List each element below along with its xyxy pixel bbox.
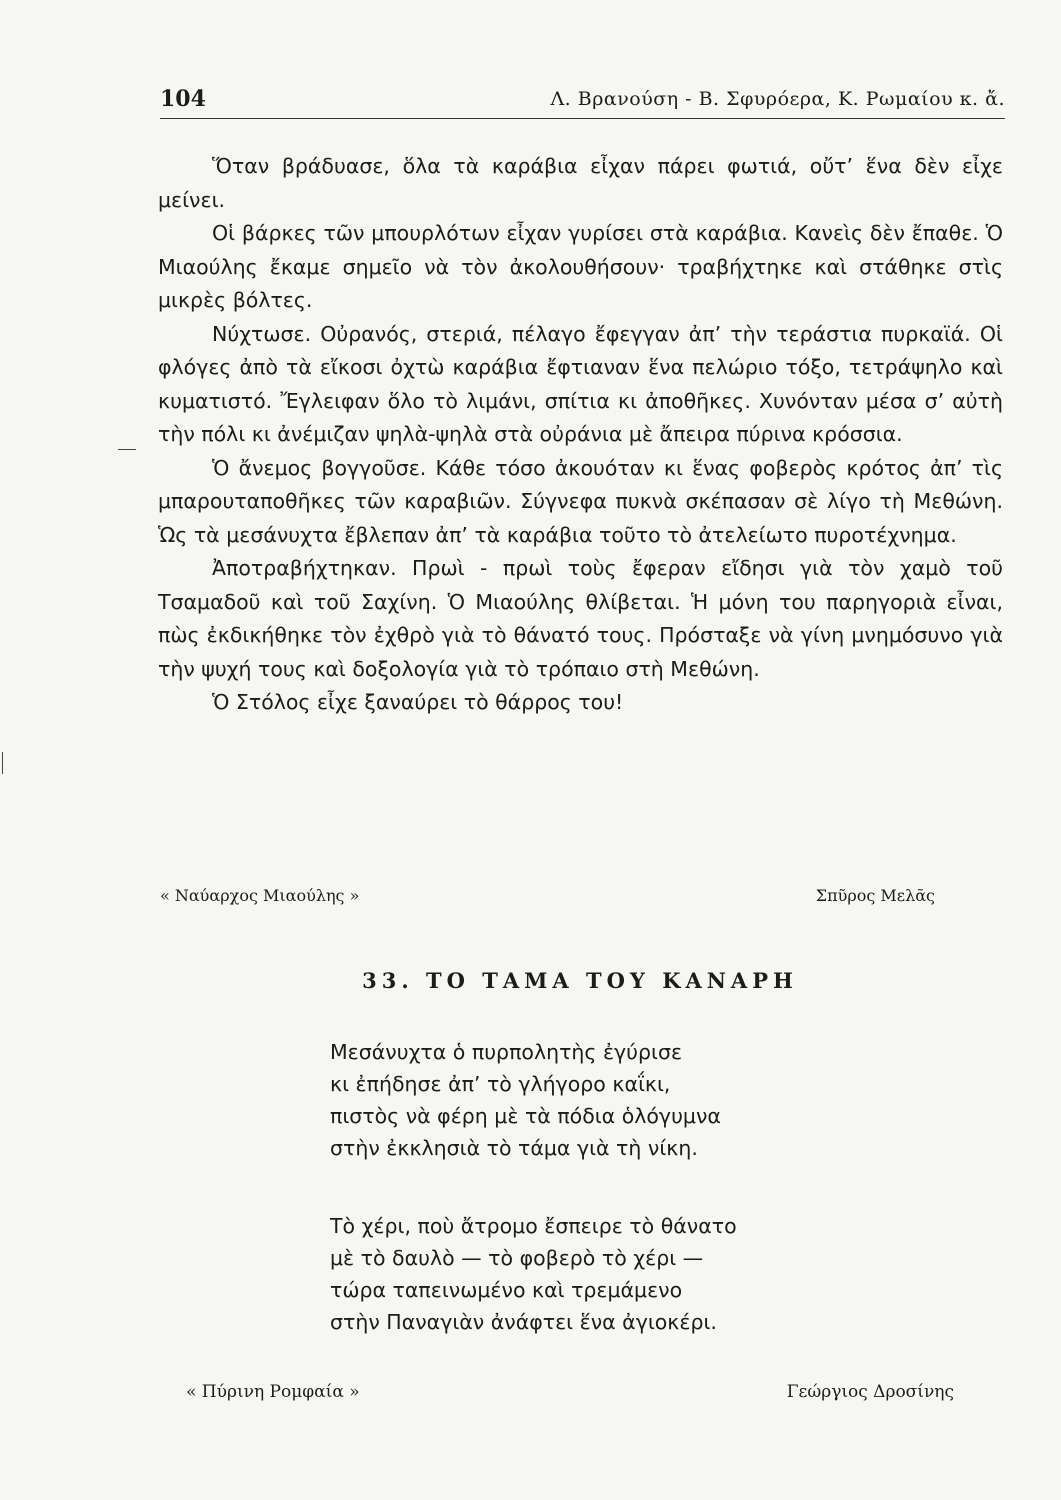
poem-line: τώρα ταπεινωμένο καὶ τρεμάμενο [330,1278,683,1302]
poem-line: στὴν Παναγιὰν ἀνάφτει ἕνα ἀγιοκέρι. [330,1310,717,1334]
poem-stanza-1 [330,1036,930,1164]
source-title: « Ναύαρχος Μιαούλης » [160,886,360,905]
prose-paragraph: Ὅταν βράδυασε, ὅλα τὰ καράβια εἶχαν πάρει φωτιά, οὔτ’ ἕνα δὲν εἶχε μείνει. [158,154,1003,212]
page-number: 104 [160,86,206,112]
poem-line: Τὸ χέρι, ποὺ ἄτρομο ἔσπειρε τὸ θάνατο [330,1214,737,1238]
prose-paragraph: Οἱ βάρκες τῶν μπουρλότων εἶχαν γυρίσει στὰ καράβια. Κανεὶς δὲν ἔπαθε. Ὁ Μιαούλης ἔκαμε σημεῖο νὰ τὸν ἀκολουθήσουν· τραβήχτηκε καὶ στάθηκε στὶς μικρὲς βόλτες. [158,221,1003,312]
prose-paragraph: Ἀποτραβήχτηκαν. Πρωὶ - πρωὶ τοὺς ἔφεραν εἴδησι γιὰ τὸν χαμὸ τοῦ Τσαμαδοῦ καὶ τοῦ Σαχίνη. Ὁ Μιαούλης θλίβεται. Ἡ μόνη του παρηγοριὰ εἶναι, πὼς ἐκδικήθηκε τὸν ἐχθρὸ γιὰ τὸ θάνατό τους. Πρόσταξε νὰ γίνη μνημόσυνο γιὰ τὴν ψυχή τους καὶ δοξολογία γιὰ τὸ τρόπαιο στὴ Μεθώνη. [158,556,1003,681]
prose-text [158,150,1003,720]
prose-paragraph: Ὁ Στόλος εἶχε ξαναύρει τὸ θάρρος του! [212,690,624,714]
running-head: Λ. Βρανούση - Β. Σφυρόερα, Κ. Ρωμαίου κ. ἄ. [550,88,1005,110]
poem-line: πιστὸς νὰ φέρη μὲ τὰ πόδια ὁλόγυμνα [330,1104,721,1128]
prose-paragraph: Νύχτωσε. Οὐρανός, στεριά, πέλαγο ἔφεγγαν ἀπ’ τὴν τεράστια πυρκαϊά. Οἱ φλόγες ἀπὸ τὰ εἴκοσι ὀχτὼ καράβια ἔφτιαναν ἕνα πελώριο τόξο, τετράψηλο καὶ κυματιστό. Ἔγλειφαν ὅλο τὸ λιμάνι, σπίτια κι ἀποθῆκες. Χυνόνταν μέσα σ’ αὐτὴ τὴν πόλι κι ἀνέμιζαν ψηλὰ-ψηλὰ στὰ οὐράνια μὲ ἄπειρα πύρινα κρόσσια. [158,321,1003,446]
poem-line: μὲ τὸ δαυλὸ — τὸ φοβερὸ τὸ χέρι — [330,1246,704,1270]
source-title: « Πύρινη Ρομφαία » [186,1382,360,1402]
author-name: Γεώργιος Δροσίνης [786,1382,954,1402]
poem-line: στὴν ἐκκλησιὰ τὸ τάμα γιὰ τὴ νίκη. [330,1136,698,1160]
prose-attribution [160,886,935,914]
poem-stanza-2 [330,1210,930,1338]
author-name: Σπῦρος Μελᾶς [815,886,935,905]
poem-attribution [186,1382,954,1410]
poem-line: Μεσάνυχτα ὁ πυρπολητὴς ἐγύρισε [330,1040,683,1064]
poem-title: 33. ΤΟ ΤΑΜΑ ΤΟΥ ΚΑΝΑΡΗ [362,968,798,993]
page-header [160,82,1005,119]
prose-paragraph: Ὁ ἄνεμος βογγοῦσε. Κάθε τόσο ἀκουόταν κι ἕνας φοβερὸς κρότος ἀπ’ τὶς μπαρουταποθῆκες τῶν καραβιῶν. Σύγνεφα πυκνὰ σκέπασαν σὲ λίγο τὴ Μεθώνη. Ὡς τὰ μεσάνυχτα ἔβλεπαν ἀπ’ τὰ καράβια τοῦτο τὸ ἀτελείωτο πυροτέχνημα. [158,455,1003,547]
margin-mark [2,752,3,774]
margin-mark [118,449,136,450]
poem-line: κι ἐπήδησε ἀπ’ τὸ γλήγορο καΐκι, [330,1072,671,1096]
